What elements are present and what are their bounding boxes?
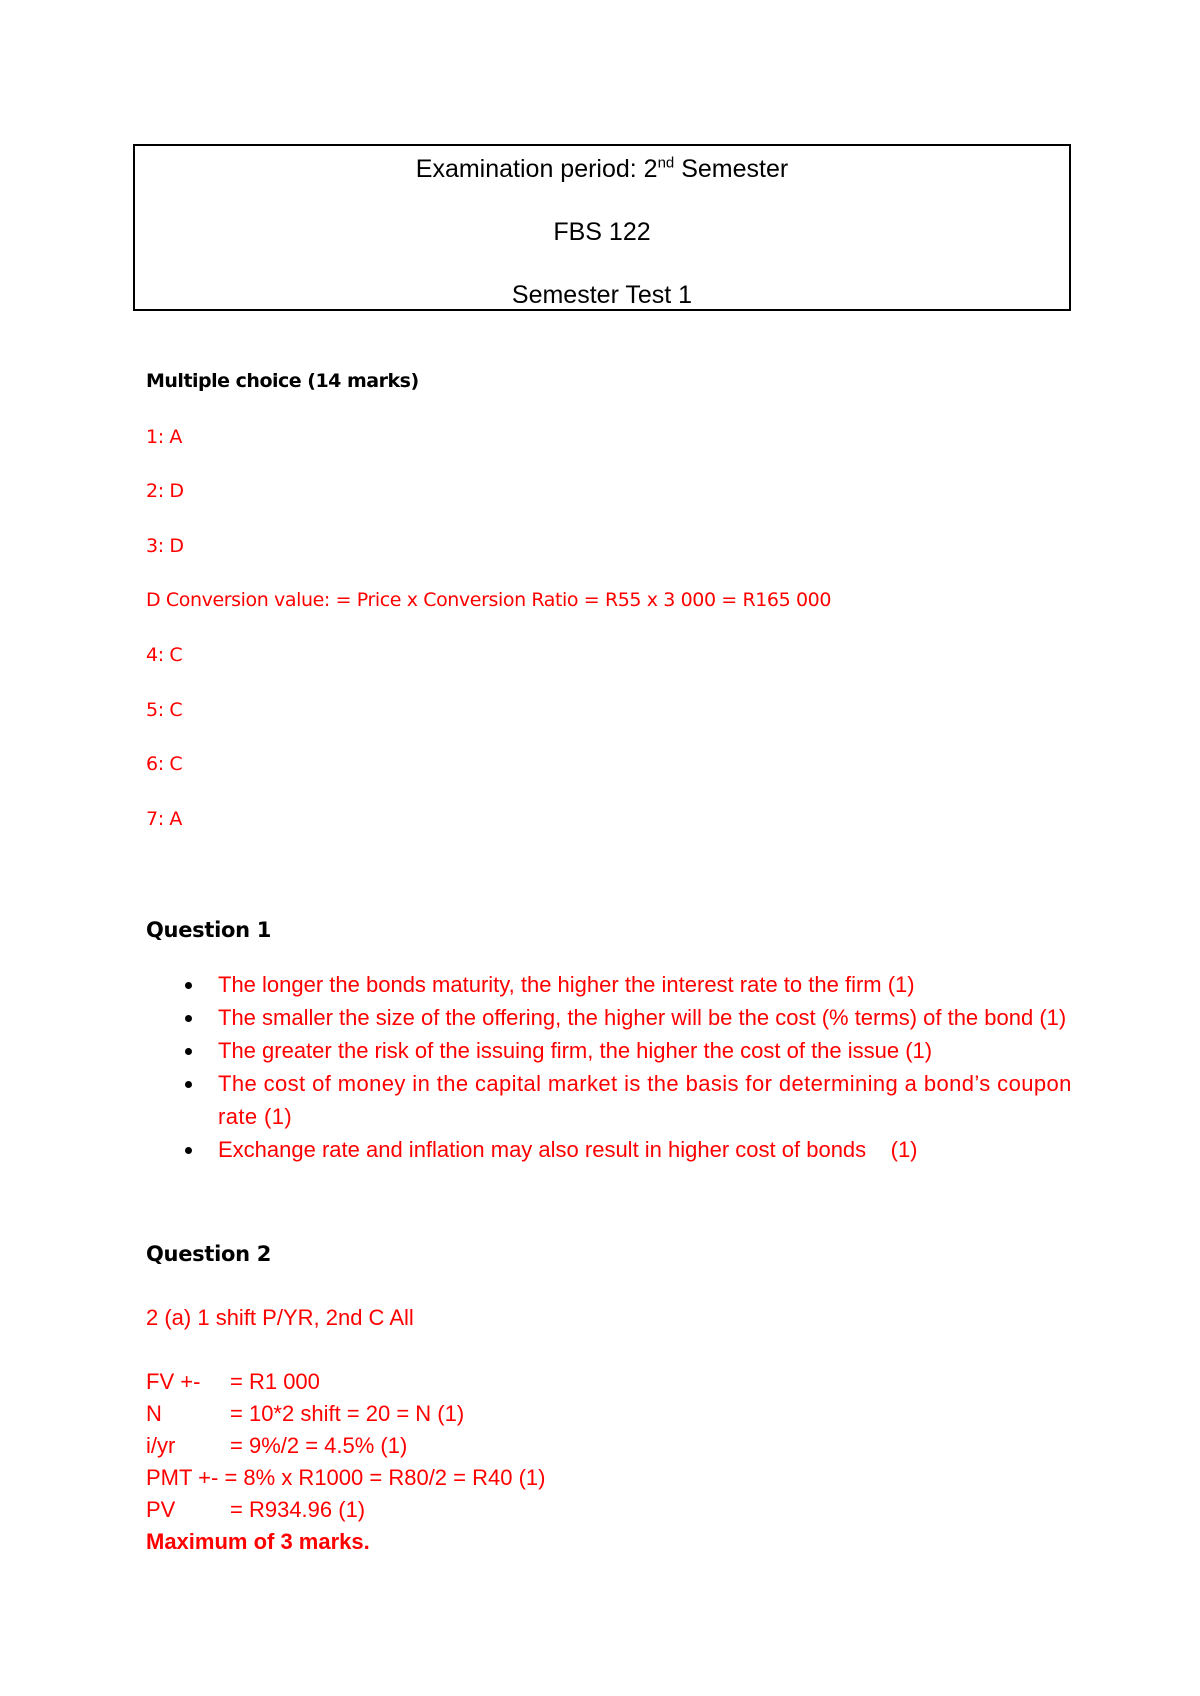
calc-row-iyr: i/yr = 9%/2 = 4.5% (1) — [146, 1433, 408, 1458]
mc-answer-7: 7: A — [146, 808, 182, 830]
question-2-title: Question 2 — [146, 1242, 272, 1266]
list-item: The greater the risk of the issuing firm, the higher the cost of the issue (1) — [180, 1034, 1080, 1067]
bullet-icon — [185, 1147, 192, 1154]
question-1-bullets — [180, 968, 1080, 1166]
list-item: The longer the bonds maturity, the higher the interest rate to the firm (1) — [180, 968, 1080, 1001]
mc-answer-1: 1: A — [146, 426, 182, 448]
exam-period-line: Examination period: 2nd Semester — [415, 154, 789, 183]
calc-row-n: N = 10*2 shift = 20 = N (1) — [146, 1401, 465, 1426]
list-item: The smaller the size of the offering, the higher will be the cost (% terms) of the bond (1) — [180, 1001, 1080, 1034]
bullet-icon — [185, 1048, 192, 1055]
bullet-icon — [185, 982, 192, 989]
mc-answer-3: 3: D — [146, 535, 184, 557]
mc-answer-4: 4: C — [146, 644, 183, 666]
mc-conversion-note: D Conversion value: = Price x Conversion Ratio = R55 x 3 000 = R165 000 — [146, 589, 832, 611]
calc-row-pv: PV = R934.96 (1) — [146, 1497, 366, 1522]
mc-answer-5: 5: C — [146, 699, 183, 721]
mc-answer-2: 2: D — [146, 480, 184, 502]
calc-row-fv: FV +- = R1 000 — [146, 1369, 320, 1394]
question-1-title: Question 1 — [146, 918, 272, 942]
list-item: Exchange rate and inflation may also result in higher cost of bonds (1) — [180, 1133, 1080, 1166]
course-code: FBS 122 — [553, 218, 651, 246]
bullet-icon — [185, 1081, 192, 1088]
maximum-marks-note: Maximum of 3 marks. — [146, 1529, 370, 1554]
test-title: Semester Test 1 — [511, 281, 693, 309]
list-item: The cost of money in the capital market is the basis for determining a bond’s coupon rate (1) — [180, 1067, 1080, 1133]
mc-answer-6: 6: C — [146, 753, 183, 775]
calc-row-pmt: PMT +- = 8% x R1000 = R80/2 = R40 (1) — [146, 1465, 546, 1490]
multiple-choice-title: Multiple choice (14 marks) — [146, 370, 419, 392]
question-2a-instruction: 2 (a) 1 shift P/YR, 2nd C All — [146, 1305, 414, 1330]
bullet-icon — [185, 1015, 192, 1022]
exam-header-box — [133, 144, 1071, 311]
